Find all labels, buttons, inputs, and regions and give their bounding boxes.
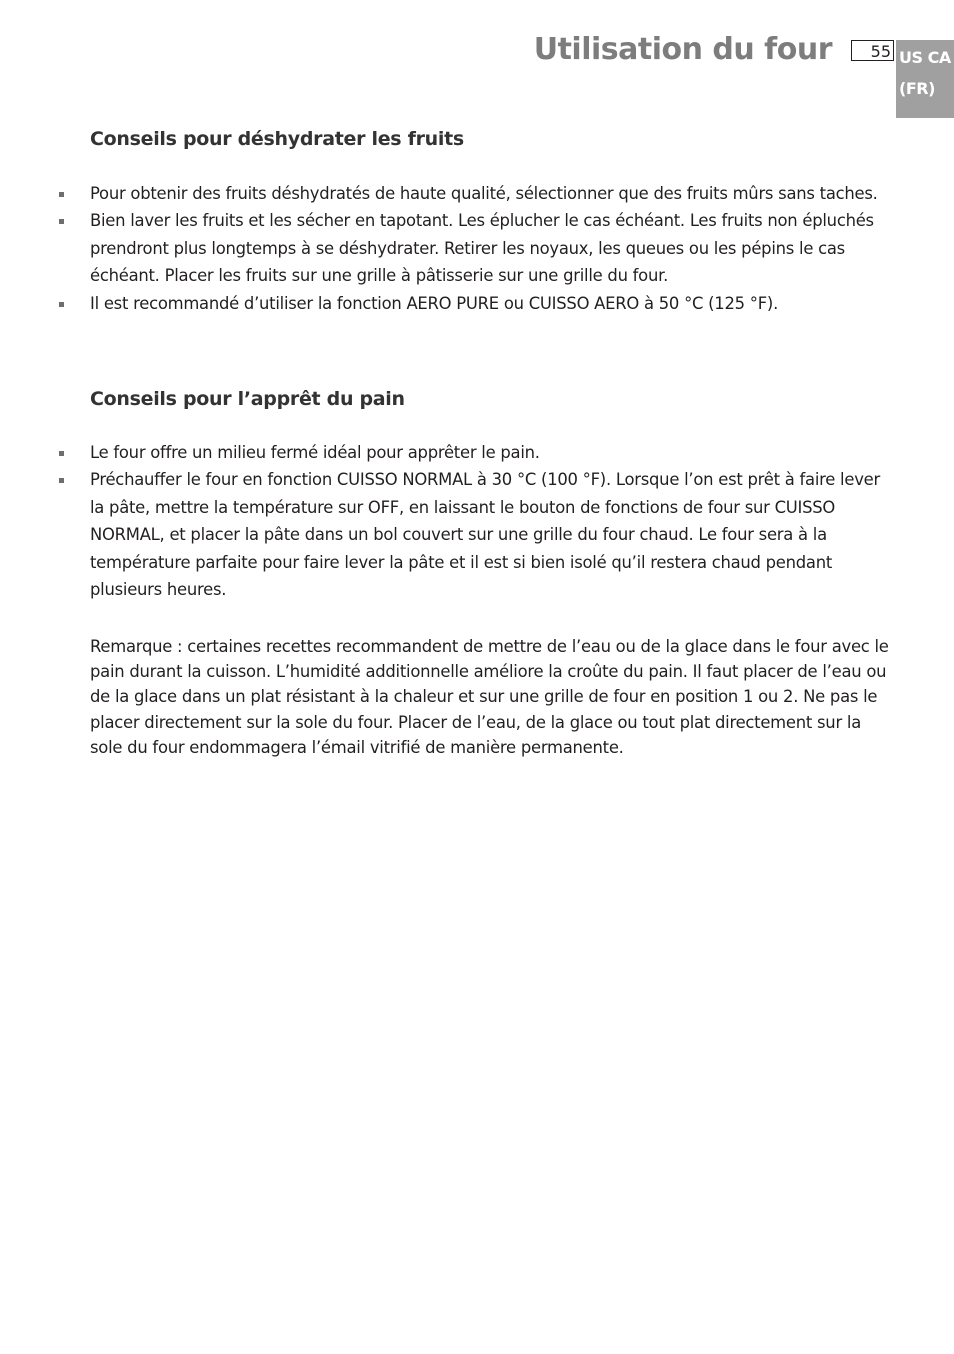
section-heading-fruits: Conseils pour déshydrater les fruits [90,128,464,150]
page-title: Utilisation du four [533,32,832,67]
bullet-icon [59,302,64,307]
bullet-icon [59,478,64,483]
section-heading-bread: Conseils pour l’apprêt du pain [90,388,405,410]
page-number: 55 [851,40,894,61]
locale-tab [896,40,954,118]
list-item-text: Pour obtenir des fruits déshydratés de haute qualité, sélectionner que des fruits mûrs sans taches. [90,184,878,203]
list-item-text: Bien laver les fruits et les sécher en tapotant. Les éplucher le cas échéant. Les fruits non épluchés prendront plus longtemps à se déshydrater. Retirer les noyaux, les queues ou les pépins le cas échéant. Placer les fruits sur une grille à pâtisserie sur une grille du four. [90,211,874,286]
bullet-list-fruits [90,180,896,317]
list-item [90,466,896,603]
list-item-text: Il est recommandé d’utiliser la fonction AERO PURE ou CUISSO AERO à 50 °C (125 °F). [90,293,779,313]
list-item [90,439,896,466]
note-paragraph: Remarque : certaines recettes recommandent de mettre de l’eau ou de la glace dans le four avec le pain durant la cuisson. L’humidité additionnelle améliore la croûte du pain. Il faut placer de l’eau ou de la glace dans un plat résistant à la chaleur et sur une grille de four en position 1 ou 2. Ne pas le placer directement sur la sole du four. Placer de l’eau, de la glace ou tout plat directement sur la sole du four endommagera l’émail vitrifié de manière permanente. [90,637,889,757]
bullet-icon [59,451,64,456]
bullet-icon [59,192,64,197]
locale-label: US CA [899,48,951,67]
list-item [90,180,896,207]
list-item [90,290,896,317]
bullet-icon [59,219,64,224]
list-item [90,207,896,289]
list-item-text: Préchauffer le four en fonction CUISSO NORMAL à 30 °C (100 °F). Lorsque l’on est prêt à faire lever la pâte, mettre la température sur OFF, en laissant le bouton de fonctions de four sur CUISSO NORMAL, et placer la pâte dans un bol couvert sur une grille du four chaud. Le four sera à la température parfaite pour faire lever la pâte et il est si bien isolé qu’il restera chaud pendant plusieurs heures. [90,470,880,600]
list-item-text: Le four offre un milieu fermé idéal pour apprêter le pain. [90,443,540,462]
bullet-list-bread [90,439,896,603]
locale-sub-label: (FR) [899,79,935,98]
